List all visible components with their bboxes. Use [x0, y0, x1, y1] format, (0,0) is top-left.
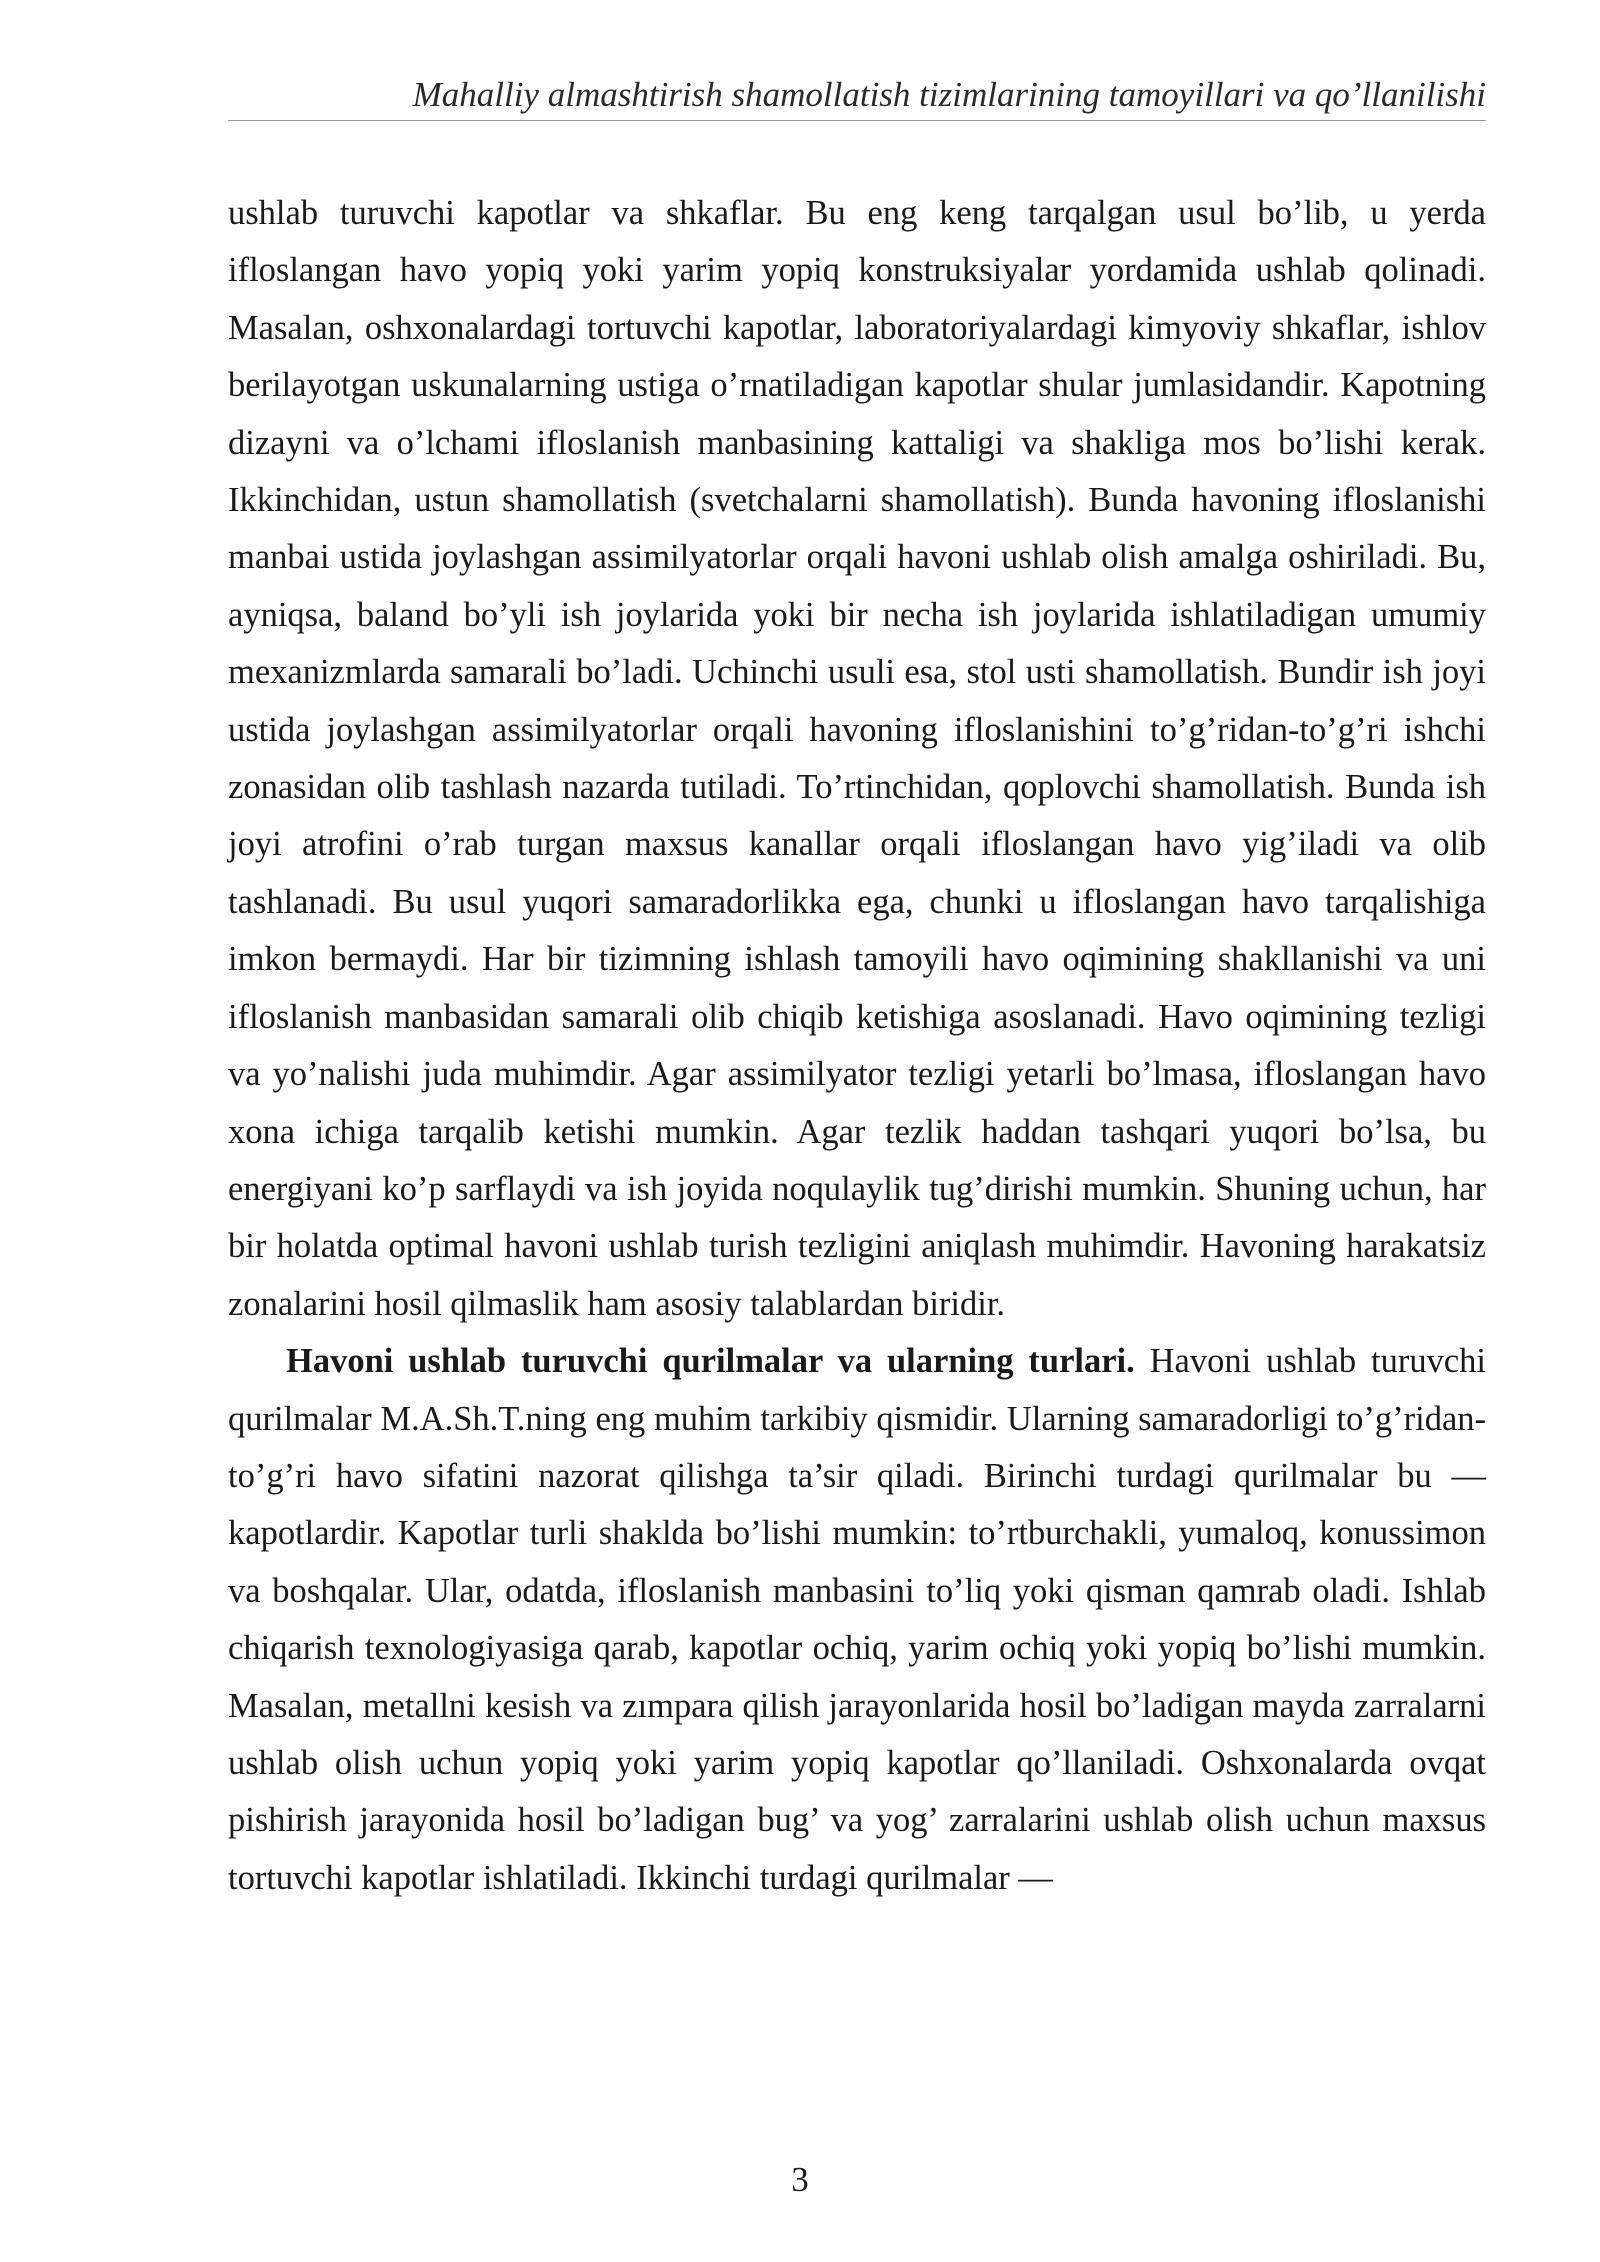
paragraph-1: ushlab turuvchi kapotlar va shkaflar. Bu eng keng tarqalgan usul bo’lib, u yerda ifloslangan havo yopiq yoki yarim yopiq konstruksiyalar yordamida ushlab qolinadi. Masalan, oshxonalardagi tortuvchi kapotlar, laboratoriyalardagi kimyoviy shkaflar, ishlov berilayotgan uskunalarning ustiga o’rnatiladigan kapotlar shular jumlasidandir. Kapotning dizayni va o’lchami ifloslanish manbasining kattaligi va shakliga mos bo’lishi kerak. Ikkinchidan, ustun shamollatish (svetchalarni shamollatish). Bunda havoning ifloslanishi manbai ustida joylashgan assimilyatorlar orqali havoni ushlab olish amalga oshiriladi. Bu, ayniqsa, baland bo’yli ish joylarida yoki bir necha ish joylarida ishlatiladigan umumiy mexanizmlarda samarali bo’ladi. Uchinchi usuli esa, stol usti shamollatish. Bundir ish joyi ustida joylashgan assimilyatorlar orqali havoning ifloslanishini to’g’ridan-to’g’ri ishchi zonasidan olib tashlash nazarda tutiladi. To’rtinchidan, qoplovchi shamollatish. Bunda ish joyi atrofini o’rab turgan maxsus kanallar orqali ifloslangan havo yig’iladi va olib tashlanadi. Bu usul yuqori samaradorlikka ega, chunki u ifloslangan havo tarqalishiga imkon bermaydi. Har bir tizimning ishlash tamoyili havo oqimining shakllanishi va uni ifloslanish manbasidan samarali olib chiqib ketishiga asoslanadi. Havo oqimining tezligi va yo’nalishi juda muhimdir. Agar assimilyator tezligi yetarli bo’lmasa, ifloslangan havo xona ichiga tarqalib ketishi mumkin. Agar tezlik haddan tashqari yuqori bo’lsa, bu energiyani ko’p sarflaydi va ish joyida noqulaylik tug’dirishi mumkin. Shuning uchun, har bir holatda optimal havoni ushlab turish tezligini aniqlash muhimdir. Havoning harakatsiz zonalarini hosil qilmaslik ham asosiy talablardan biridir.: [228, 194, 1486, 1323]
page-number: 3: [791, 2160, 809, 2199]
section-heading: Havoni ushlab turuvchi qurilmalar va ularning turlari.: [286, 1342, 1135, 1381]
running-header: Mahalliy almashtirish shamollatish tizimlarining tamoyillari va qo’llanilishi: [412, 75, 1486, 114]
paragraph-2: [228, 1333, 1486, 1907]
paragraph-2-text: Havoni ushlab turuvchi qurilmalar M.A.Sh.T.ning eng muhim tarkibiy qismidir. Ularning samaradorligi to’g’ridan-to’g’ri havo sifatini nazorat qilishga ta’sir qiladi. Birinchi turdagi qurilmalar bu — kapotlardir. Kapotlar turli shaklda bo’lishi mumkin: to’rtburchakli, yumaloq, konussimon va boshqalar. Ular, odatda, ifloslanish manbasini to’liq yoki qisman qamrab oladi. Ishlab chiqarish texnologiyasiga qarab, kapotlar ochiq, yarim ochiq yoki yopiq bo’lishi mumkin. Masalan, metallni kesish va zımpara qilish jarayonlarida hosil bo’ladigan mayda zarralarni ushlab olish uchun yopiq yoki yarim yopiq kapotlar qo’llaniladi. Oshxonalarda ovqat pishirish jarayonida hosil bo’ladigan bug’ va yog’ zarralarini ushlab olish uchun maxsus tortuvchi kapotlar ishlatiladi. Ikkinchi turdagi qurilmalar —: [228, 1342, 1486, 1897]
header-rule: [228, 120, 1486, 121]
body-text: [228, 185, 1486, 1907]
